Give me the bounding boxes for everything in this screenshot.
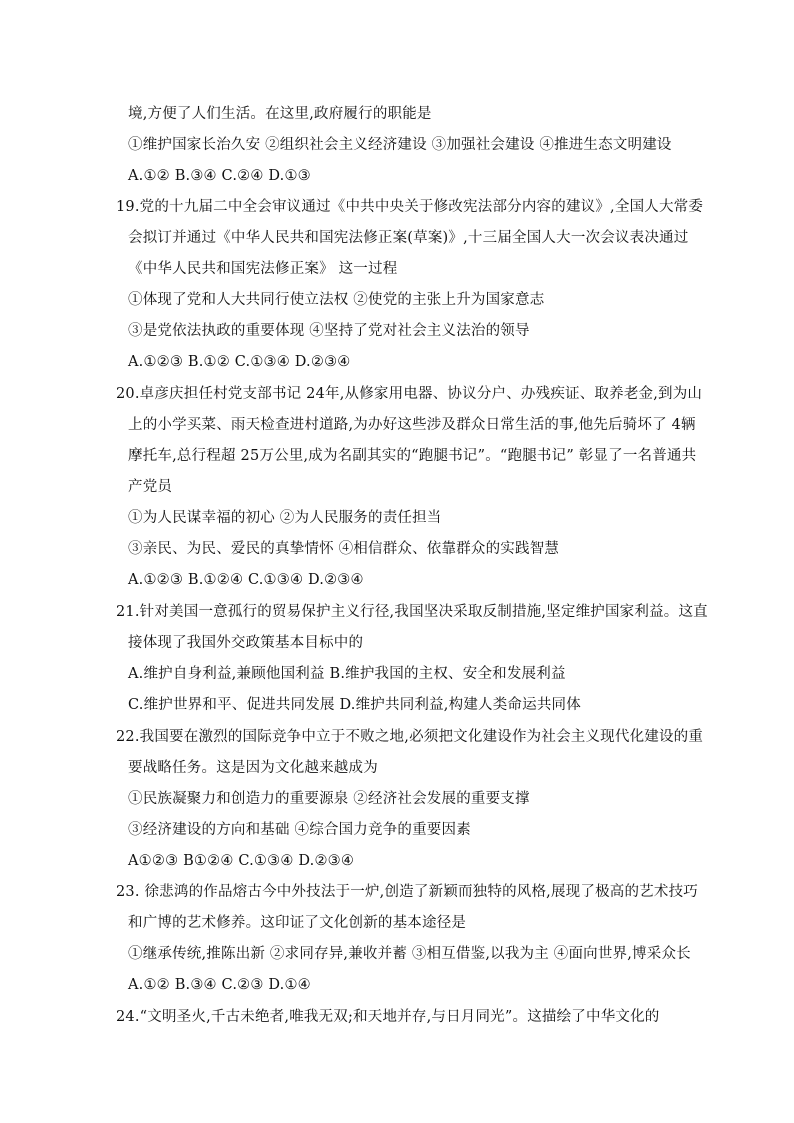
q23-line-2: 和广博的艺术修养。这印证了文化创新的基本途径是 xyxy=(128,915,467,931)
q19-answers: A.①②③ B.①② C.①③④ D.②③④ xyxy=(128,354,351,370)
q21-options-cd: C.维护世界和平、促进共同发展 D.维护共同利益,构建人类命运共同体 xyxy=(128,697,581,713)
q21-line-1: 21.针对美国一意孤行的贸易保护主义行径,我国坚决采取反制措施,坚定维护国家利益。这直 xyxy=(116,604,708,620)
q19-line-2: 会拟订并通过《中华人民共和国宪法修正案(草案)》,十三届全国人大一次会议表决通过 xyxy=(128,230,689,246)
q20-options-a: ①为人民谋幸福的初心 ②为人民服务的责任担当 xyxy=(128,510,442,526)
q19-line-1: 19.党的十九届二中全会审议通过《中共中央关于修改宪法部分内容的建议》,全国人大常委 xyxy=(116,199,704,215)
q19-options-a: ①体现了党和人大共同行使立法权 ②使党的主张上升为国家意志 xyxy=(128,292,545,308)
q21-line-2: 接体现了我国外交政策基本目标中的 xyxy=(128,635,364,651)
q20-line-2: 上的小学买菜、雨天检查进村道路,为办好这些涉及群众日常生活的事,他先后骑坏了 4辆 xyxy=(128,417,696,433)
q18-answers: A.①② B.③④ C.②④ D.①③ xyxy=(128,168,311,184)
q20-options-b: ③亲民、为民、爱民的真挚情怀 ④相信群众、依靠群众的实践智慧 xyxy=(128,541,560,557)
q18-options: ①维护国家长治久安 ②组织社会主义经济建设 ③加强社会建设 ④推进生态文明建设 xyxy=(128,137,672,153)
q19-line-3: 《中华人民共和国宪法修正案》 这一过程 xyxy=(128,261,398,277)
q20-line-3: 摩托车,总行程超 25万公里,成为名副其实的“跑腿书记”。“跑腿书记” 彰显了一名普通共 xyxy=(128,448,697,464)
q21-options-ab: A.维护自身利益,兼顾他国利益 B.维护我国的主权、安全和发展利益 xyxy=(128,666,566,682)
q22-options-b: ③经济建设的方向和基础 ④综合国力竞争的重要因素 xyxy=(128,822,471,838)
q24-line-1: 24.“文明圣火,千古未绝者,唯我无双;和天地并存,与日月同光”。这描绘了中华文化的 xyxy=(116,1009,660,1025)
q22-line-2: 要战略任务。这是因为文化越来越成为 xyxy=(128,760,378,776)
q23-line-1: 23. 徐悲鸿的作品熔古今中外技法于一炉,创造了新颖而独特的风格,展现了极高的艺术技巧 xyxy=(116,884,698,900)
q20-line-4: 产党员 xyxy=(128,479,173,495)
q23-answers: A.①② B.③④ C.②③ D.①④ xyxy=(128,977,311,993)
q20-answers: A.①②③ B.①②④ C.①③④ D.②③④ xyxy=(128,572,364,588)
q19-options-b: ③是党依法执政的重要体现 ④坚持了党对社会主义法治的领导 xyxy=(128,323,530,339)
q22-line-1: 22.我国要在激烈的国际竞争中立于不败之地,必须把文化建设作为社会主义现代化建设的重 xyxy=(116,729,704,745)
q22-answers: A①②③ B①②④ C.①③④ D.②③④ xyxy=(128,853,355,869)
q22-options-a: ①民族凝聚力和创造力的重要源泉 ②经济社会发展的重要支撑 xyxy=(128,791,530,807)
q18-stem-end: 境,方便了人们生活。在这里,政府履行的职能是 xyxy=(128,106,432,122)
q20-line-1: 20.卓彦庆担任村党支部书记 24年,从修家用电器、协议分户、办残疾证、取养老金,到为山 xyxy=(116,386,703,402)
q23-options: ①继承传统,推陈出新 ②求同存异,兼收并蓄 ③相互借鉴,以我为主 ④面向世界,博采众长 xyxy=(128,946,691,962)
